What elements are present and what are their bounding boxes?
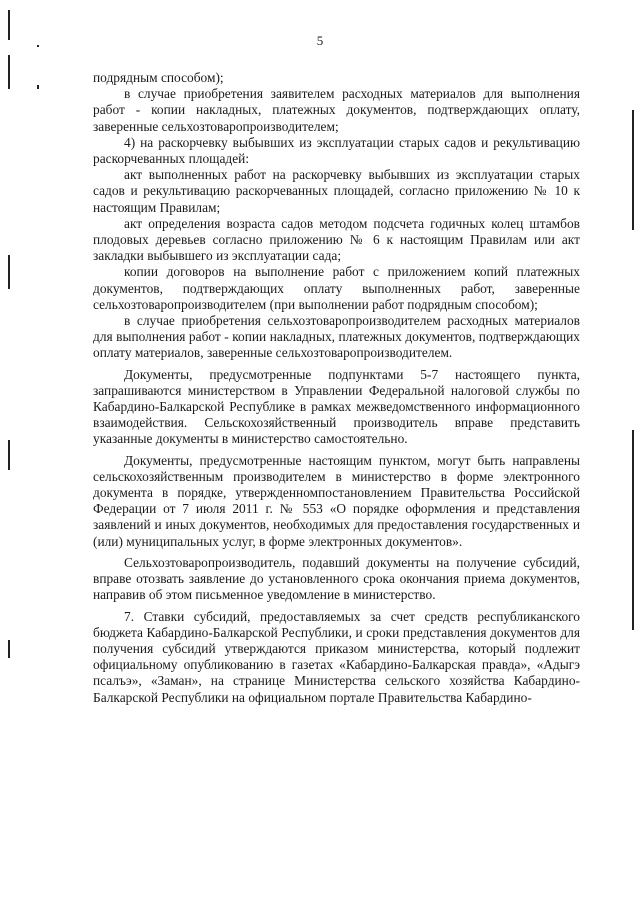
page-number: 5 — [316, 33, 324, 48]
scan-margin-mark — [37, 85, 39, 89]
paragraph: акт выполненных работ на раскорчевку выбывших из эксплуатации старых садов и рекультивацию раскорчеванных площадей, согласно приложению № 10 к настоящим Правилам; — [93, 167, 580, 215]
document-body — [93, 70, 580, 706]
scan-margin-mark — [8, 440, 10, 470]
paragraph: в случае приобретения заявителем расходных материалов для выполнения работ - копии накладных, платежных документов, подтверждающих оплату, заверенные сельхозтоваропроизводителем; — [93, 86, 580, 134]
paragraph: 4) на раскорчевку выбывших из эксплуатации старых садов и рекультивацию раскорчеванных площадей: — [93, 134, 580, 167]
paragraph: Документы, предусмотренные подпунктами 5-7 настоящего пункта, запрашиваются министерством в Управлении Федеральной налоговой службы по Кабардино-Балкарской Республике в рамках межведомственного информационного взаимодействия. Сельскохозяйственный производитель вправе представить указанные документы в министерство самостоятельно. — [93, 366, 580, 447]
paragraph: подрядным способом); — [93, 70, 224, 85]
scan-margin-mark — [632, 110, 634, 230]
paragraph: акт определения возраста садов методом подсчета годичных колец штамбов плодовых деревьев согласно приложению № 6 к настоящим Правилам или акт закладки выбывшего из эксплуатации сада; — [93, 215, 580, 264]
paragraph: Документы, предусмотренные настоящим пунктом, могут быть направлены сельскохозяйственным производителем в министерство в форме электронного документа в порядке, утвержденномпостановлением Правительства Российской Федерации от 7 июля 2011 г. № 553 «О порядке оформления и представления заявлений и иных документов, необходимых для предоставления государственных и (или) муниципальных услуг, в форме электронных документов». — [93, 452, 580, 549]
paragraph: Сельхозтоваропроизводитель, подавший документы на получение субсидий, вправе отозвать заявление до установленного срока окончания приема документов, направив об этом письменное уведомление в министерство. — [93, 554, 580, 603]
scan-margin-mark — [8, 255, 10, 289]
scan-margin-mark — [8, 55, 10, 89]
scan-margin-mark — [632, 430, 634, 630]
scan-margin-mark — [8, 640, 10, 658]
paragraph: в случае приобретения сельхозтоваропроизводителем расходных материалов для выполнения работ - копии накладных, платежных документов, подтверждающих оплату материалов, заверенные сельхозтоваропроизводителем. — [93, 313, 580, 361]
paragraph: 7. Ставки субсидий, предоставляемых за счет средств республиканского бюджета Кабардино-Балкарской Республики, и сроки представления документов для получения субсидий утверждаются приказом министерства, который подлежит официальному опубликованию в газетах «Кабардино-Балкарская правда», «Адыгэ псалъэ», «Заман», на странице Министерства сельского хозяйства Кабардино-Балкарской Республики на официальном портале Правительства Кабардино- — [93, 608, 580, 705]
paragraph: копии договоров на выполнение работ с приложением копий платежных документов, подтверждающих оплату выполненных работ, заверенные сельхозтоваропроизводителем (при выполнении работ подрядным способом); — [93, 264, 580, 312]
